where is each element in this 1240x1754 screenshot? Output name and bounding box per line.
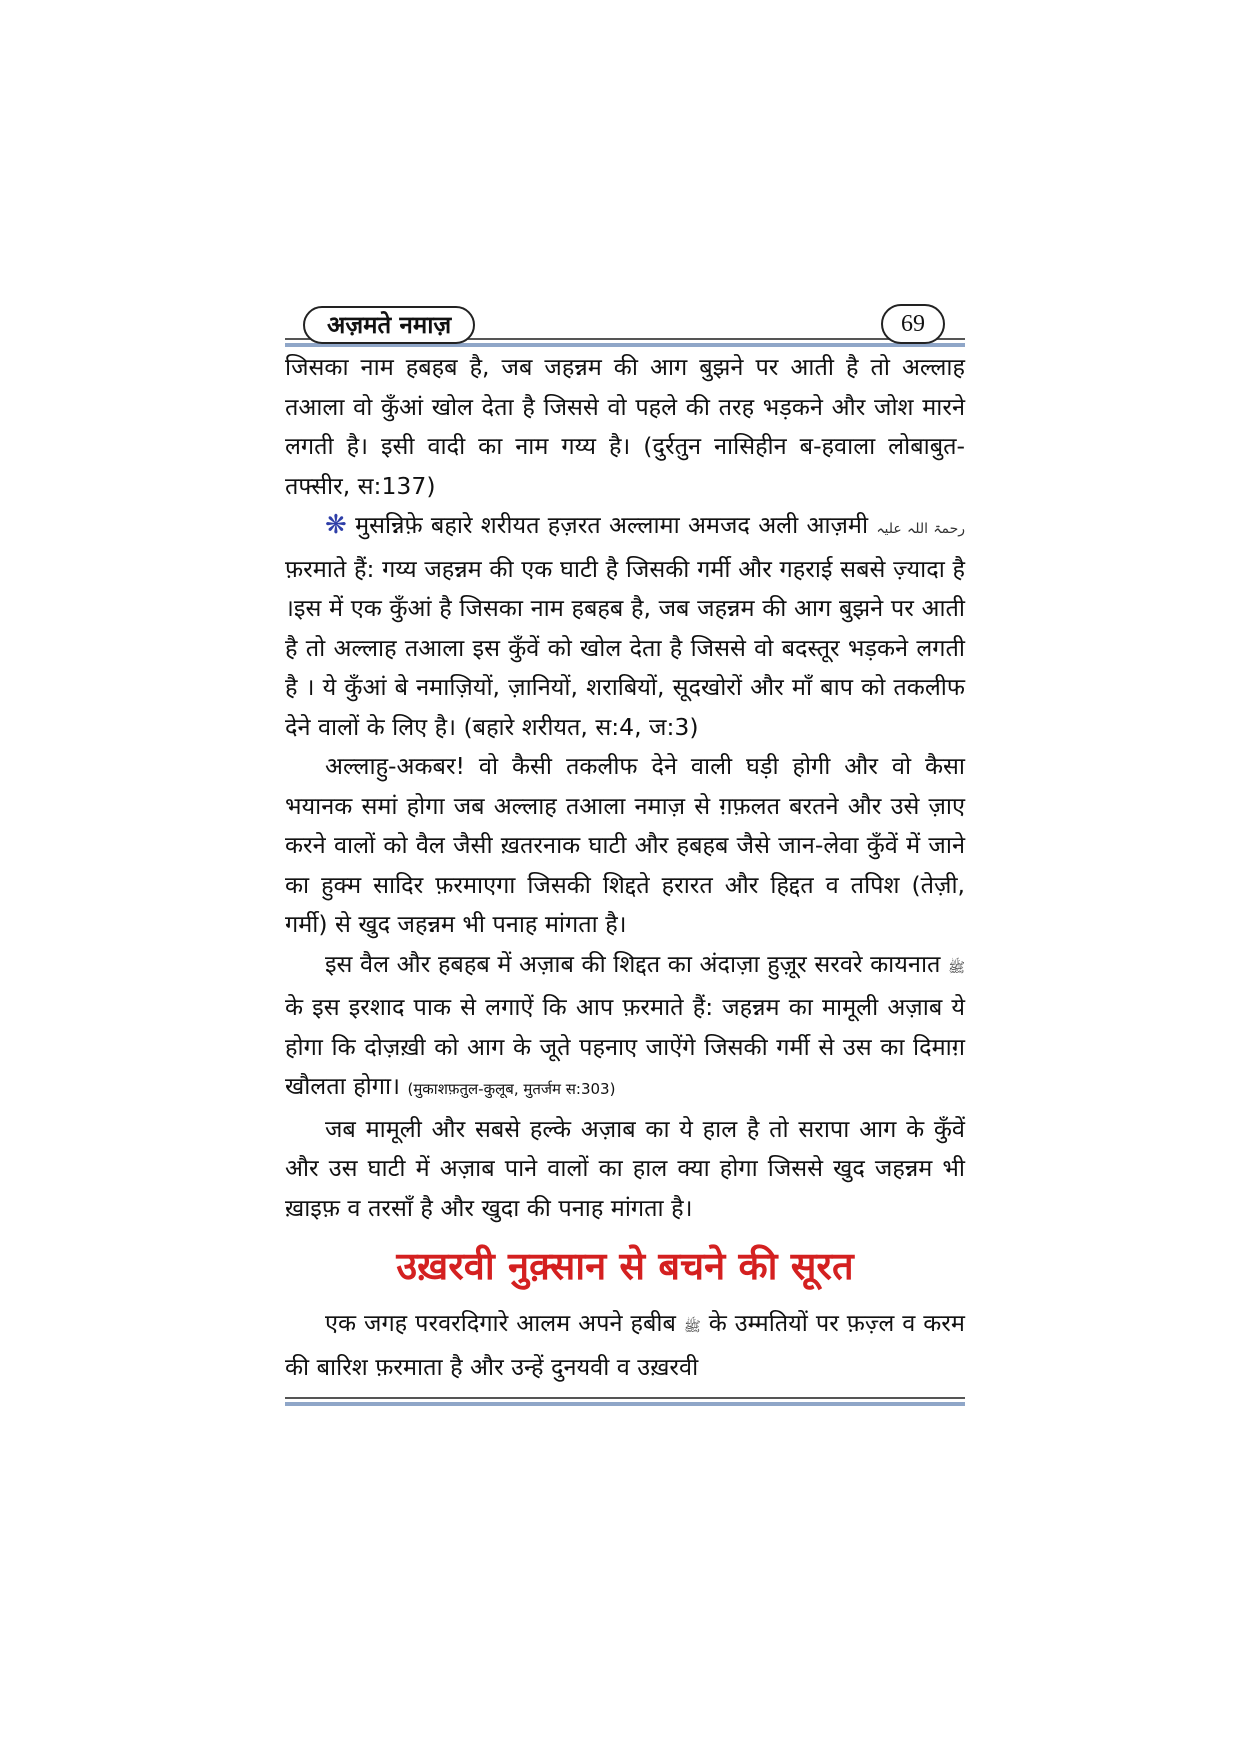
paragraph — [285, 945, 965, 1110]
salawat-icon: ﷺ — [683, 1319, 701, 1335]
paragraph — [285, 1304, 965, 1387]
book-title: अज़मते नमाज़ — [303, 306, 475, 344]
body-text — [285, 348, 965, 1387]
section-heading: उख़रवी नुक़्सान से बचने की सूरत — [396, 1244, 854, 1288]
paragraph-part: इस वैल और हबहब में अज़ाब की शिद्दत का अंदाज़ा हुज़ूर सरवरे कायनात — [325, 949, 941, 978]
paragraph-part: के उम्मतियों पर फ़ज़्ल व करम की बारिश फ़रमाता है और उन्हें दुनयवी व उख़रवी — [285, 1309, 965, 1381]
paragraph-rest: फ़रमाते हैं: गय्य जहन्नम की एक घाटी है जिसकी गर्मी और गहराई सबसे ज़्यादा है ।इस में एक कुँआं है जिसका नाम हबहब है, जब जहन्नम की आग बुझने पर आती है तो अल्लाह तआला इस कुँवें को खोल देता है जिससे वो बदस्तूर भड़कने लगती है । ये कुँआं बे नमाज़ियों, ज़ानियों, शराबियों, सूदखोरों और माँ बाप को तकलीफ देने वालों के लिए है। (बहारे शरीयत, स:4, ज:3) — [285, 554, 965, 741]
paragraph: जिसका नाम हबहब है, जब जहन्नम की आग बुझने पर आती है तो अल्लाह तआला वो कुँआं खोल देता है जिससे वो पहले की तरह भड़कने और जोश मारने लगती है। इसी वादी का नाम गय्य है। (दुर्रतुन नासिहीन ब-हवाला लोबाबुत-तफ्सीर, स:137) — [285, 353, 965, 500]
footer-rule-line — [285, 1397, 965, 1399]
book-page — [285, 300, 965, 1411]
page-header — [285, 300, 965, 344]
citation: (मुकाशफ़तुल-कुलूब, मुतर्जम स:303) — [407, 1080, 616, 1098]
paragraph — [285, 506, 965, 747]
paragraph: अल्लाहु-अकबर! वो कैसी तकलीफ देने वाली घड़ी होगी और वो कैसा भयानक समां होगा जब अल्लाह तआला नमाज़ से ग़फ़लत बरतने और उसे ज़ाए करने वालों को वैल जैसी ख़तरनाक घाटी और हबहब जैसे जान-लेवा कुँवें में जाने का हुक्म सादिर फ़रमाएगा जिसकी शिद्दते हरारत और हिद्दत व तपिश (तेज़ी, गर्मी) से खुद जहन्नम भी पनाह मांगता है। — [285, 752, 965, 938]
rahmatullah-icon: رحمۃ اللہ علیہ — [876, 521, 965, 537]
page-number: 69 — [881, 304, 945, 344]
paragraph-part: एक जगह परवरदिगारे आलम अपने हबीब — [325, 1309, 676, 1337]
paragraph: जब मामूली और सबसे हल्के अज़ाब का ये हाल है तो सरापा आग के कुँवें और उस घाटी में अज़ाब पाने वालों का हाल क्या होगा जिससे खुद जहन्नम भी ख़ाइफ़ व तरसाँ है और खुदा की पनाह मांगता है। — [285, 1114, 965, 1222]
footer-rule — [285, 1397, 965, 1411]
salawat-icon: ﷺ — [948, 959, 965, 976]
star-icon: ❋ — [325, 510, 347, 540]
footer-rule-accent — [285, 1402, 965, 1406]
paragraph-lead: मुसन्निफ़े बहारे शरीयत हज़रत अल्लामा अमजद अली आज़मी — [355, 511, 869, 539]
paragraph-part: के इस इरशाद पाक से लगाऐं कि आप फ़रमाते हैं: जहन्नम का मामूली अज़ाब ये होगा कि दोज़ख़ी को आग के जूते पहनाए जाऐंगे जिसकी गर्मी से उस का दिमाग़ खौलता होगा। — [285, 993, 965, 1100]
